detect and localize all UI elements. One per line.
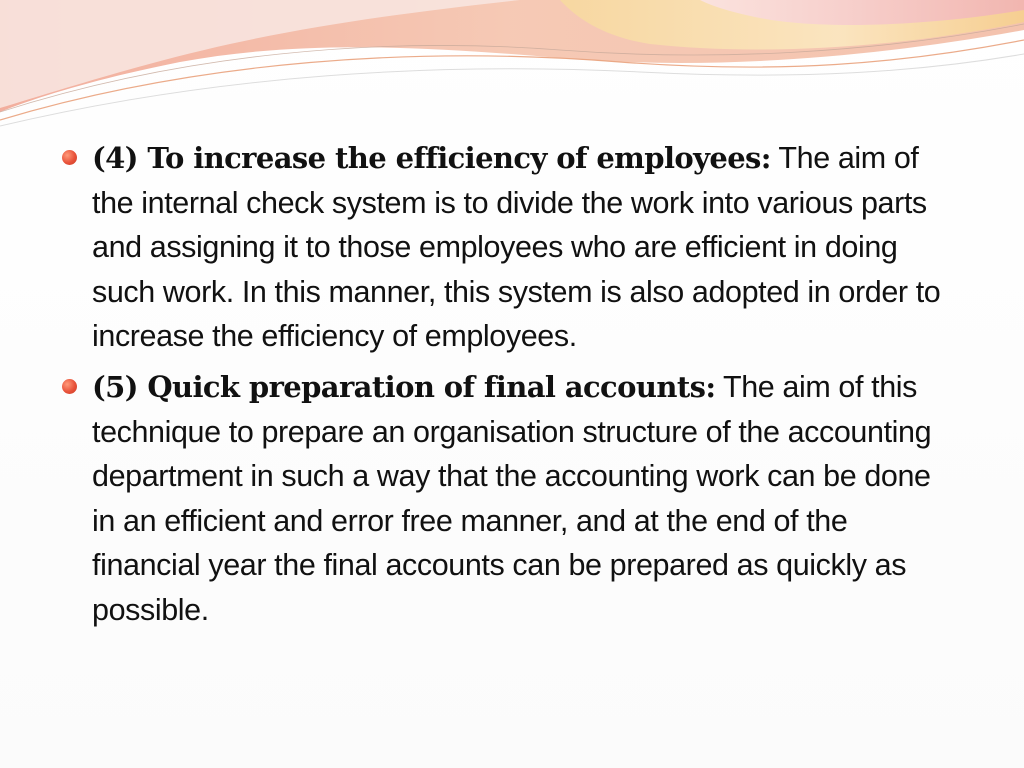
bullet-text: The aim of the internal check system is to divide the work into various parts and assigning it to those employees who are efficient in doing such work. In this manner, this system is also adopted in order to increase the efficiency of employees. <box>92 141 941 354</box>
bullet-item-efficiency <box>58 136 958 359</box>
bullet-text: The aim of this technique to prepare an organisation structure of the accounting department in such a way that the accounting work can be done in an efficient and error free manner, and at the end of the financial year the final accounts can be prepared as quickly as possible. <box>92 369 932 627</box>
bullet-list <box>58 136 958 639</box>
bullet-dot-icon <box>62 379 77 394</box>
bullet-heading: (5) Quick preparation of final accounts: <box>92 369 716 404</box>
bullet-dot-icon <box>62 150 77 165</box>
decorative-header-wave <box>0 0 1024 130</box>
bullet-item-final-accounts <box>58 365 958 633</box>
bullet-heading: (4) To increase the efficiency of employees: <box>92 141 771 175</box>
